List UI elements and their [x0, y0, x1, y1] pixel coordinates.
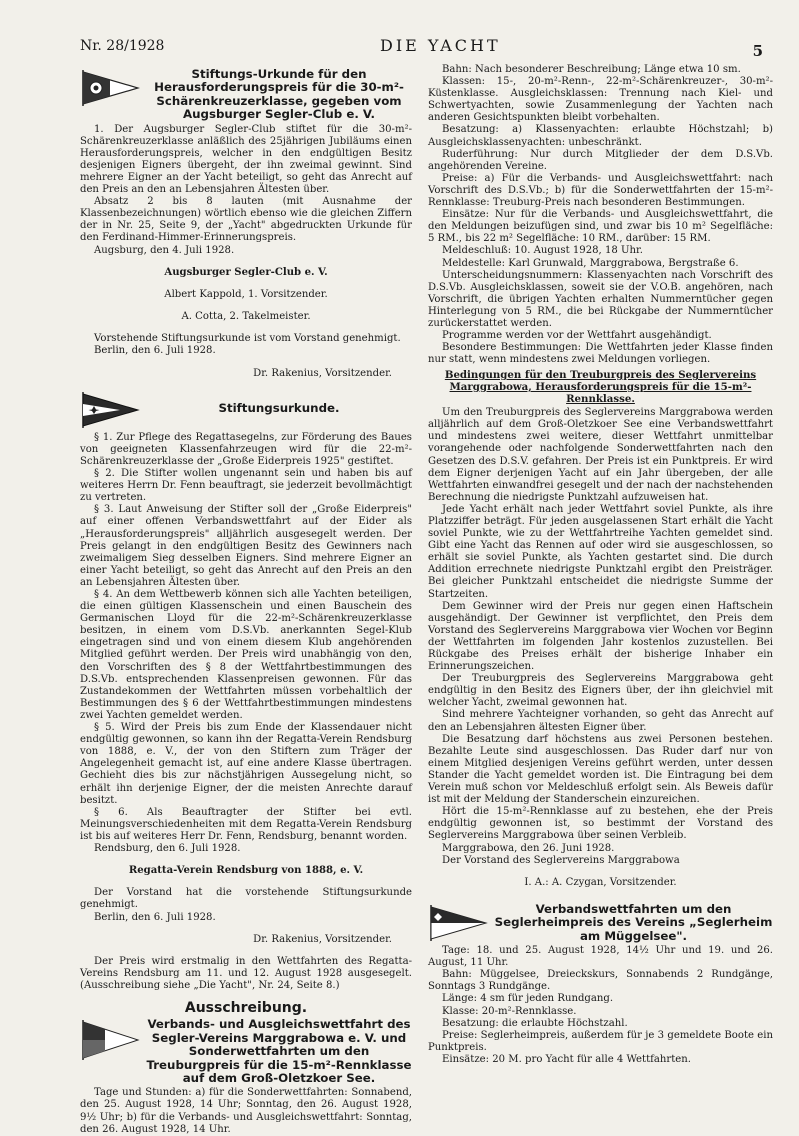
course-text: Bahn: Nach besonderer Beschreibung; Länge etwa 10 sm. [442, 64, 741, 75]
eider-club: Regatta-Verein Rendsburg von 1888, e. V. [128, 865, 364, 877]
treuburg-para-4: Der Treuburgpreis des Seglervereins Marggrabowa geht endgültig in den Besitz des Eigners über, der ihn gleichviel mit welcher Yacht, zweimal gewonnen hat. [428, 673, 773, 709]
mueggelsee-header [428, 903, 773, 943]
classes-text: Klassen: 15-, 20-m²-Renn-, 22-m²-Schärenkreuzer-, 30-m²-Küstenklasse. Ausgleichsklassen: Trennung nach Kiel- und Schwertyachten, sowie Zusammenlegung der Yachten nach anderen Gesichtspunkten bleibt vorbehalten. [428, 76, 773, 124]
treuburg-board: Der Vorstand des Seglervereins Marggrabowa [442, 854, 680, 866]
seglerheim-burgee-icon [428, 903, 488, 943]
mueggelsee-crew: Besatzung: die erlaubte Höchstzahl. [442, 1017, 628, 1029]
marggrabowa-dates: Tage und Stunden: a) für die Sonderwettfahrten: Sonnabend, den 25. August 1928, 14 Uhr; Sonntag, den 26. August 1928, 9½ Uhr; b) für die Verbands- und Ausgleichswettfahrt: Sonntag, den 26. August 1928, 14 Uhr. [80, 1087, 412, 1135]
treuburg-date: Marggrabowa, den 26. Juni 1928. [442, 842, 615, 854]
augsburg-burgee-icon [80, 68, 140, 108]
sail-numbers-text: Unterscheidungsnummern: Klassenyachten nach Vorschrift des D.S.Vb. Ausgleichsklassen, soweit sie der V.O.B. angehören, nach Vorschrift, die übrigen Yachten erhalten Nummerntücher gegen Hinterlegung von 5 RM., die bei Rückgabe der Nummerntücher zurückerstattet werden. [428, 269, 773, 329]
eider-date: Rendsburg, den 6. Juli 1928. [94, 842, 241, 854]
ausschreibung-heading: Ausschreibung. [184, 1000, 308, 1017]
eider-header [80, 390, 412, 430]
treuburg-para-2: Jede Yacht erhält nach jeder Wettfahrt soviel Punkte, als ihre Platzziffer beträgt. Für jeden ausgelassenen Start erhält die Yacht soviel Punkte, wie zu der Wettfahrtreihe Yachten gemeldet sind. Gibt eine Yacht das Rennen auf oder wird sie ausgeschlossen, so erhält sie soviel Punkte, als Yachten gestartet sind. Die durch Addition errechnete niedrigste Punktzahl ergibt den Preisträger. Bei gleicher Punktzahl entscheidet die niedrigste Summe der Startzeiten. [428, 503, 773, 600]
eider-note: Der Preis wird erstmalig in den Wettfahrten des Regatta-Vereins Rendsburg am 11. und 12. August 1928 ausgesegelt. (Ausschreibung siehe „Die Yacht", Nr. 24, Seite 8.) [80, 955, 412, 992]
eider-para-3: § 3. Laut Anweisung der Stifter soll der „Große Eiderpreis" auf einer offenen Verbandswettfahrt auf der Eider als „Herausforderungspreis" alljährlich ausgesegelt werden. Der Preis gelangt in den endgültigen Besitz des Gewinners nach zweimaligem Sieg desselben Eigners. Sind mehrere Eigner an einer Yacht beteiligt, so geht das Anrecht auf den Preis an den an Lebensjahren Ältesten über. [80, 504, 412, 588]
helm-text: Ruderführung: Nur durch Mitglieder der dem D.S.Vb. angehörenden Vereine. [428, 148, 773, 172]
eider-para-4: § 4. An dem Wettbewerb können sich alle Yachten beteiligen, die einen gültigen Klassenschein und einen Bauschein des Germanischen Lloyd für die 22-m²-Schärenkreuzerklasse besitzen, in einem vom D.S.Vb. anerkannten Segel-Klub eingetragen sind und von einem diesem Klub angehörenden Mitglied geführt werden. Der Preis wird unabhängig von den, den Vorschriften des § 8 der Wettfahrtbestimmungen des D.S.Vb. entsprechenden Klassenpreisen gewonnen. Für das Zustandekommen der Wettfahrten müssen vorbehaltlich der Bestimmungen des § 6 der Wettfahrtbestimmungen mindestens zwei Yachten gemeldet werden. [80, 589, 412, 721]
treuburg-para-7: Hört die 15-m²-Rennklasse auf zu bestehen, ehe der Preis endgültig gewonnen ist, so bestimmt der Vorstand des Seglervereins Marggrabowa über seinen Verbleib. [428, 806, 773, 842]
right-column [428, 64, 773, 1066]
treuburg-para-1: Um den Treuburgpreis des Seglervereins Marggrabowa werden alljährlich auf dem Groß-Oletzkoer See eine Verbandswettfahrt und mindestens zwei weitere, dieser Wettfahrt unmittelbar vorangehende oder nachfolgende Sonderwettfahrten nach den Gesetzen des D.S.V. gefahren. Der Preis ist ein Punktpreis. Er wird dem Eigner derjenigen Yacht auf ein Jahr übergeben, der alle Wettfahrten einwandfrei gesegelt und der nach der nachstehenden Berechnung die niedrigste Punktzahl aufzuweisen hat. [428, 407, 773, 503]
page-number: 5 [752, 42, 763, 60]
left-column [80, 64, 412, 1136]
marggrabowa-burgee-icon [80, 1018, 140, 1062]
marggrabowa-title: Verbands- und Ausgleichswettfahrt des Segler-Vereins Marggrabowa e. V. und Sonderwettfahrten um den Treuburgpreis für die 15-m²-Rennklasse auf dem Groß-Oletzkoer See. [146, 1017, 412, 1085]
augsburg-date: Augsburg, den 4. Juli 1928. [94, 244, 235, 256]
marggrabowa-header [80, 1018, 412, 1085]
treuburg-para-5: Sind mehrere Yachteigner vorhanden, so geht das Anrecht auf den an Lebensjahren ältesten Eigner über. [428, 709, 773, 733]
special-rules-text: Besondere Bestimmungen: Die Wettfahrten jeder Klasse finden nur statt, wenn mindestens zwei Meldungen vorliegen. [428, 342, 773, 366]
programmes-text: Programme werden vor der Wettfahrt ausgehändigt. [442, 330, 712, 342]
issue-number: Nr. 28/1928 [80, 38, 165, 54]
eider-para-2: § 2. Die Stifter wollen ungenannt sein und haben bis auf weiteres Herrn Dr. Fenn beauftragt, sie jederzeit bevollmächtigt zu vertreten. [80, 468, 412, 504]
eider-title: Stiftungsurkunde. [218, 400, 340, 415]
augsburg-chair: Dr. Rakenius, Vorsitzender. [253, 367, 392, 379]
treuburg-para-6: Die Besatzung darf höchstens aus zwei Personen bestehen. Bezahlte Leute sind ausgeschlossen. Das Ruder darf nur von einem Mitglied desjenigen Vereins geführt werden, unter dessen Stander die Yacht gemeldet worden ist. Die Eintragung bei dem Verein muß schon vor Meldeschluß erfolgt sein. Als Beweis dafür ist mit der Meldung der Standerschein einzureichen. [428, 733, 773, 806]
augsburg-header [80, 68, 412, 122]
mueggelsee-length: Länge: 4 sm für jeden Rundgang. [442, 993, 614, 1005]
mueggelsee-days: Tage: 18. und 25. August 1928, 14½ Uhr und 19. und 26. August, 11 Uhr. [428, 945, 773, 969]
treuburg-signature: I. A.: A. Czygan, Vorsitzender. [524, 876, 677, 888]
eider-para-1: § 1. Zur Pflege des Regattasegelns, zur Förderung des Baues von geeigneten Klassenfahrzeugen wird für die 22-m²-Schärenkreuzerklasse der „Große Eiderpreis 1925" gestiftet. [80, 431, 412, 467]
eider-para-5: § 5. Wird der Preis bis zum Ende der Klassendauer nicht endgültig gewonnen, so kann ihn der Regatta-Verein Rendsburg von 1888, e. V., der von den Stiftern zum Träger der Angelegenheit gemacht ist, auf eine andere Klasse übertragen. Gechieht dies bis zur nächstjährigen Aussegelung nicht, so erhält ihn derjenige Eigner, der die meisten Anrechte darauf besitzt. [80, 722, 412, 806]
eider-place: Berlin, den 6. Juli 1928. [94, 911, 216, 923]
treuburg-title: Bedingungen für den Treuburgpreis des Seglervereins Marggrabowa, Herausforderungspreis für die 15-m²-Rennklasse. [444, 369, 757, 405]
eider-approval: Der Vorstand hat die vorstehende Stiftungsurkunde genehmigt. [80, 887, 412, 911]
mueggelsee-course: Bahn: Müggelsee, Dreieckskurs, Sonnabends 2 Rundgänge, Sonntags 3 Rundgänge. [428, 969, 773, 993]
deadline-text: Meldeschluß: 10. August 1928, 18 Uhr. [442, 245, 643, 257]
mueggelsee-prizes: Preise: Seglerheimpreis, außerdem für je 3 gemeldete Boote ein Punktpreis. [428, 1029, 773, 1053]
entry-office-text: Meldestelle: Karl Grunwald, Marggrabowa, Bergstraße 6. [442, 257, 739, 269]
augsburg-para-2: Absatz 2 bis 8 lauten (mit Ausnahme der Klassenbezeichnungen) wörtlich ebenso wie die gleichen Ziffern der in Nr. 25, Seite 9, der „Yacht" abgedruckten Urkunde für den Ferdinand-Himmer-Erinnerungspreis. [80, 196, 412, 244]
magazine-title: DIE YACHT [380, 36, 501, 55]
augsburg-club: Augsburger Segler-Club e. V. [164, 266, 328, 278]
treuburg-para-3: Dem Gewinner wird der Preis nur gegen einen Haftschein ausgehändigt. Der Gewinner ist verpflichtet, den Preis dem Vorstand des Seglervereins Marggrabowa vier Wochen vor Beginn der Wettfahrten im folgenden Jahr kostenlos zuzustellen. Bei Rückgabe des Preises erhält der bisherige Inhaber ein Erinnerungszeichen. [428, 600, 773, 673]
mueggelsee-class: Klasse: 20-m²-Rennklasse. [442, 1005, 577, 1017]
fees-text: Einsätze: Nur für die Verbands- und Ausgleichswettfahrt, die den Meldungen beizufügen sind, und zwar bis 10 m² Segelfläche: 5 RM., bis 22 m² Segelfläche: 10 RM., darüber: 15 RM. [428, 209, 773, 245]
rendsburg-burgee-icon [80, 390, 140, 430]
augsburg-place: Berlin, den 6. Juli 1928. [94, 345, 216, 357]
prizes-text: Preise: a) Für die Verbands- und Ausgleichswettfahrt: nach Vorschrift des D.S.Vb.; b) für die Sonderwettfahrten der 15-m²-Rennklasse: Treuburg-Preis nach besonderen Bestimmungen. [428, 172, 773, 209]
augsburg-title: Stiftungs-Urkunde für den Herausforderungspreis für die 30-m²-Schärenkreuzerklasse, gegeben vom Augsburger Segler-Club e. V. [154, 67, 404, 122]
mueggelsee-title: Verbandswettfahrten um den Seglerheimpreis des Vereins „Seglerheim am Müggelsee". [494, 901, 773, 943]
augsburg-sig-1: Albert Kappold, 1. Vorsitzender. [164, 288, 328, 300]
augsburg-approval: Vorstehende Stiftungsurkunde ist vom Vorstand genehmigt. [94, 333, 401, 345]
mueggelsee-fees: Einsätze: 20 M. pro Yacht für alle 4 Wettfahrten. [442, 1053, 691, 1065]
eider-para-6: § 6. Als Beauftragter der Stifter bei evtl. Meinungsverschiedenheiten mit dem Regatta-Verein Rendsburg ist bis auf weiteres Herr Dr. Fenn, Rendsburg, benannt worden. [80, 806, 412, 842]
crew-text: Besatzung: a) Klassenyachten: erlaubte Höchstzahl; b) Ausgleichsklassenyachten: unbeschränkt. [428, 124, 773, 148]
augsburg-para-1: 1. Der Augsburger Segler-Club stiftet für die 30-m²-Schärenkreuzerklasse anläßlich des 25jährigen Jubiläums einen Herausforderungspreis, welcher in den endgültigen Besitz desjenigen Eigners übergeht, der ihn zweimal gewinnt. Sind mehrere Eigner an der Yacht beteiligt, so geht das Anrecht auf den Preis an den an Lebensjahren Ältesten über. [80, 123, 412, 196]
eider-chair: Dr. Rakenius, Vorsitzender. [253, 933, 392, 945]
augsburg-sig-2: A. Cotta, 2. Takelmeister. [181, 311, 311, 323]
